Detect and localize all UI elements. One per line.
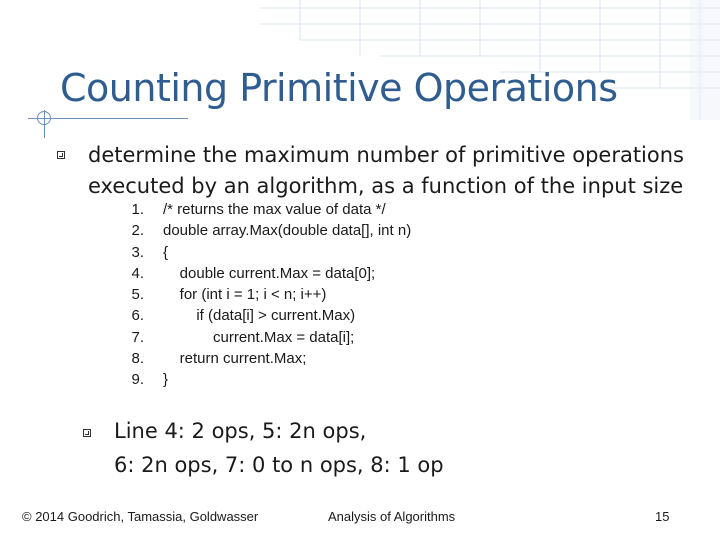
slide-title: Counting Primitive Operations (60, 66, 618, 110)
footer-copyright: © 2014 Goodrich, Tamassia, Goldwasser (22, 509, 259, 524)
footer-course-title: Analysis of Algorithms (328, 509, 456, 524)
code-line-text: double array.Max(double data[], int n) (163, 222, 412, 240)
title-crosshair-circle (37, 111, 51, 125)
code-line-number: 3. (131, 243, 144, 261)
code-line-number: 7. (131, 328, 144, 346)
bullet-ops-count (114, 414, 674, 482)
ops-line-1: Line 4: 2 ops, 5: 2n ops, (114, 419, 367, 443)
title-underline (28, 118, 188, 119)
code-line-text: for (int i = 1; i < n; i++) (163, 286, 327, 304)
code-line-text: return current.Max; (163, 350, 307, 368)
bullet-description: determine the maximum number of primitive operations executed by an algorithm, as a function of the input size (88, 143, 684, 198)
code-line-text: { (163, 243, 169, 261)
code-line-text: /* returns the max value of data */ (163, 201, 386, 218)
code-line-number: 1. (131, 201, 144, 218)
code-line-text: if (data[i] > current.Max) (163, 307, 356, 325)
code-line-number: 8. (131, 350, 144, 368)
code-line-text: current.Max = data[i]; (163, 328, 355, 346)
code-line-text: double current.Max = data[0]; (163, 264, 376, 282)
code-line-number: 2. (131, 222, 144, 240)
ops-line-2: 6: 2n ops, 7: 0 to n ops, 8: 1 op (114, 453, 444, 477)
footer-page-number: 15 (655, 509, 670, 524)
bullet-square-icon (83, 429, 91, 437)
code-line-number: 5. (131, 286, 144, 304)
code-line-text: } (163, 371, 169, 389)
code-line-number: 9. (131, 371, 144, 389)
bullet-square-icon (57, 151, 65, 159)
code-line-number: 4. (131, 264, 144, 282)
code-line-number: 6. (131, 307, 144, 325)
